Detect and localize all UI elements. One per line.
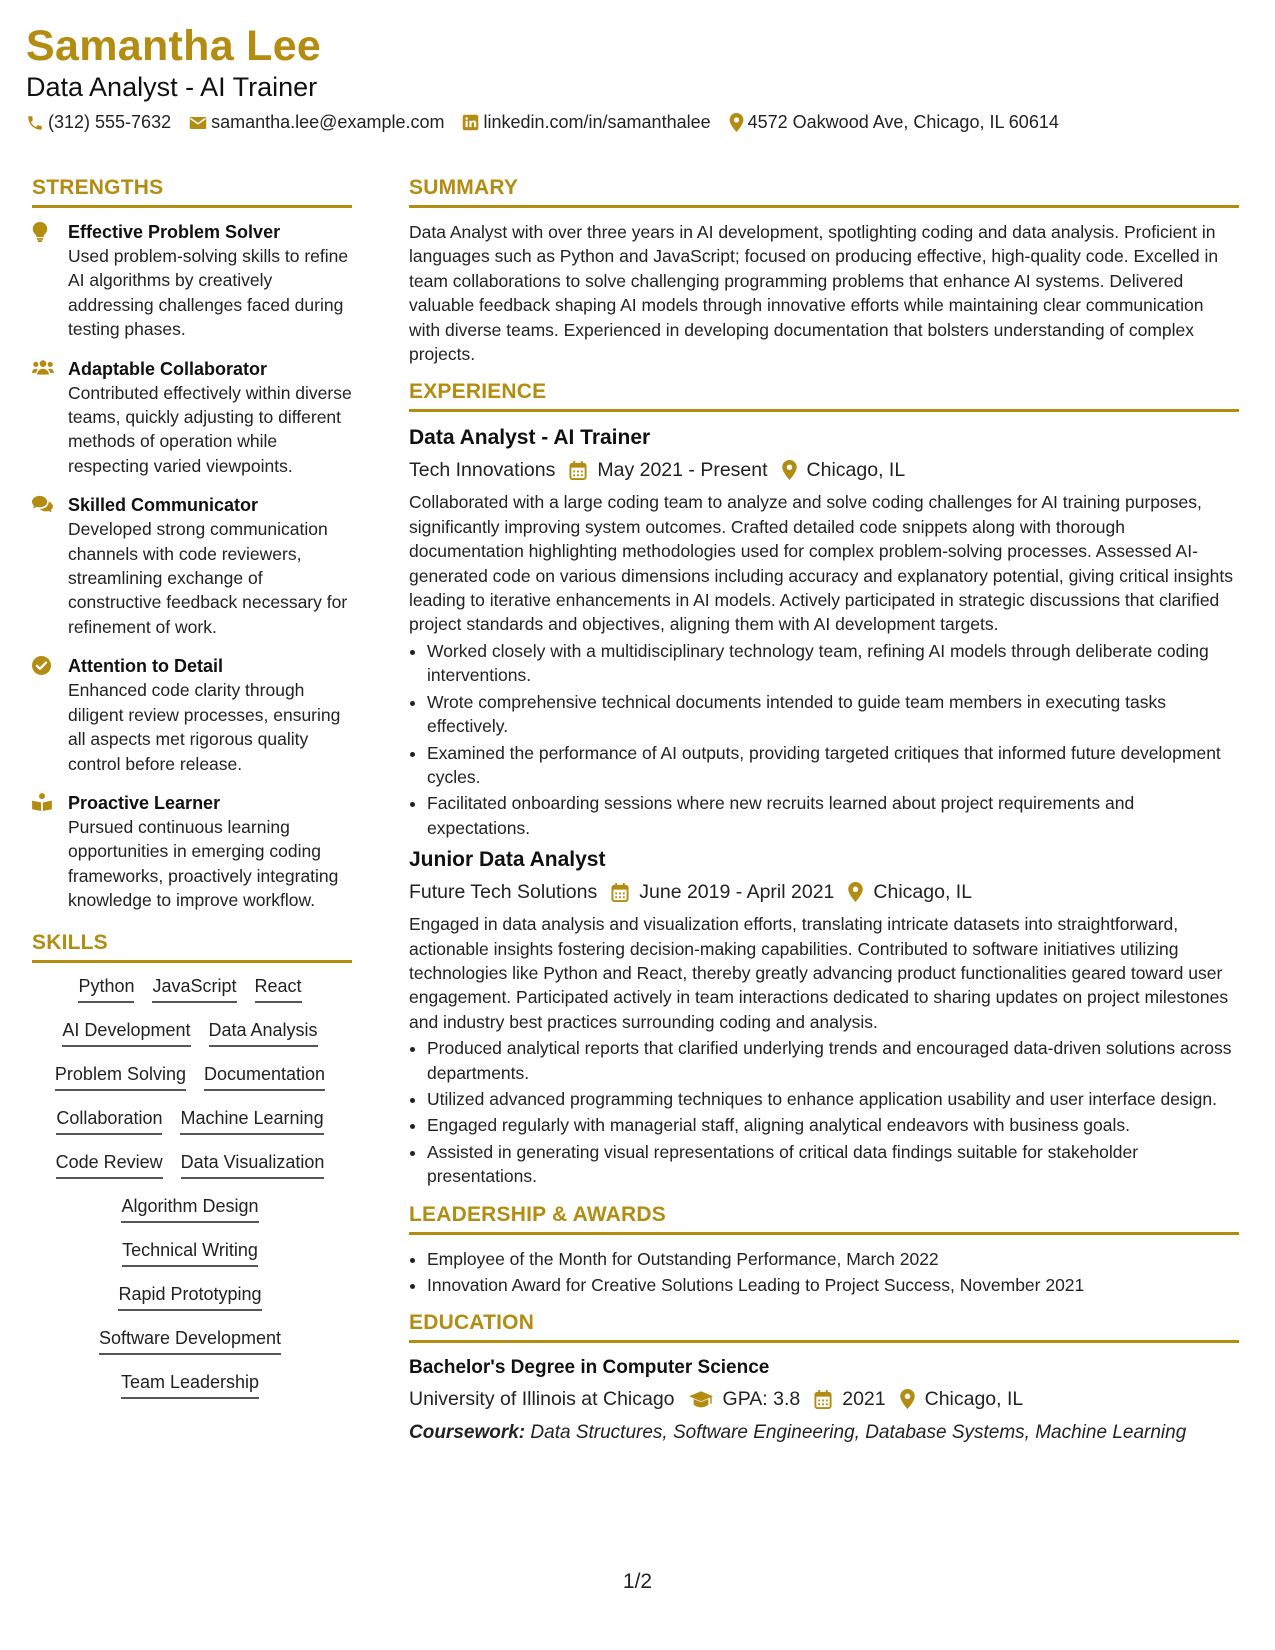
graduation-year — [814, 1385, 885, 1413]
skill-tag: React — [255, 975, 302, 1003]
strength-description: Enhanced code clarity through diligent review processes, ensuring all aspects met rigorous quality control before release. — [68, 680, 341, 774]
job-bullet: • Utilized advanced programming techniques to enhance application usability and user interface design. — [427, 1087, 1239, 1111]
contact-address — [729, 112, 1059, 133]
strength-item — [32, 220, 352, 342]
coursework-list: Data Structures, Software Engineering, Database Systems, Machine Learning — [530, 1422, 1187, 1444]
skill-tag: Technical Writing — [122, 1239, 258, 1267]
calendar-icon — [569, 461, 587, 480]
left-column — [32, 176, 352, 1415]
job-dates-text: May 2021 - Present — [597, 459, 768, 482]
leadership-heading: LEADERSHIP & AWARDS — [409, 1203, 1239, 1235]
skill-tag: Collaboration — [56, 1107, 162, 1135]
job-bullets — [409, 639, 1239, 840]
job-dates — [611, 878, 834, 906]
skills-list — [32, 975, 348, 1399]
skill-tag: Data Analysis — [209, 1019, 318, 1047]
skills-heading: SKILLS — [32, 931, 352, 963]
check-circle-icon — [32, 654, 54, 776]
strength-title: Proactive Learner — [68, 792, 221, 813]
strength-description: Contributed effectively within diverse teams, quickly adjusting to different methods of operation while respecting varied viewpoints. — [68, 382, 352, 476]
skill-row — [32, 1019, 348, 1047]
job-entry — [409, 424, 1239, 840]
candidate-role: Data Analyst - AI Trainer — [26, 72, 318, 102]
gpa-text: GPA: 3.8 — [722, 1388, 801, 1411]
strength-item — [32, 493, 352, 639]
phone-text: (312) 555-7632 — [48, 112, 172, 132]
job-company: Future Tech Solutions — [409, 881, 598, 904]
gpa — [689, 1385, 801, 1413]
strength-item — [32, 357, 352, 479]
contact-linkedin[interactable] — [462, 112, 710, 133]
email-text: samantha.lee@example.com — [211, 112, 445, 132]
education-meta — [409, 1385, 1239, 1413]
award-item: • Employee of the Month for Outstanding Performance, March 2022 — [427, 1247, 1239, 1271]
skill-tag: JavaScript — [152, 975, 236, 1003]
job-bullet: • Produced analytical reports that clarified underlying trends and encouraged data-driven solutions across departments. — [427, 1036, 1239, 1085]
year-text: 2021 — [842, 1388, 886, 1411]
experience-heading: EXPERIENCE — [409, 380, 1239, 412]
strength-item — [32, 654, 352, 776]
skill-row — [32, 975, 348, 1003]
summary-text: Data Analyst with over three years in AI development, spotlighting coding and data analysis. Proficient in languages such as Python and JavaScript; focused on producing effective, high-quality code. Excelled in team collaborations to solve challenging programming problems that enhance AI systems. Delivered valuable feedback shaping AI models through innovative efforts while maintaining clear communication with diverse teams. Experienced in developing documentation that bolsters understanding of complex projects. — [409, 222, 1219, 365]
skill-tag: Software Development — [99, 1327, 281, 1355]
map-pin-icon — [900, 1389, 915, 1409]
contact-bar — [26, 112, 1059, 133]
strength-description: Developed strong communication channels with code reviewers, streamlining exchange of constructive feedback necessary for refinement of work. — [68, 519, 348, 637]
map-pin-icon — [848, 882, 863, 902]
job-company: Tech Innovations — [409, 459, 556, 482]
school-name: University of Illinois at Chicago — [409, 1388, 675, 1411]
education-location — [900, 1385, 1024, 1413]
skill-tag: Rapid Prototyping — [118, 1283, 261, 1311]
education-location-text: Chicago, IL — [924, 1388, 1024, 1411]
job-entry — [409, 846, 1239, 1188]
right-column — [409, 176, 1239, 1447]
skill-row — [32, 1195, 348, 1223]
skill-tag: Documentation — [204, 1063, 325, 1091]
strength-title: Skilled Communicator — [68, 495, 259, 516]
job-dates — [569, 456, 767, 484]
skill-row — [32, 1371, 348, 1399]
skill-row — [32, 1151, 348, 1179]
skill-tag: Algorithm Design — [121, 1195, 258, 1223]
award-item: • Innovation Award for Creative Solutions Leading to Project Success, November 2021 — [427, 1273, 1239, 1297]
job-description: Collaborated with a large coding team to analyze and solve coding challenges for AI training purposes, significantly improving system outcomes. Crafted detailed code snippets along with thorough documentation highlighting methodologies used for complex problem-solving processes. Assessed AI-generated code on various dimensions including accuracy and explanatory potential, giving critical insights leading to iterative enhancements in AI models. Actively participated in strategic discussions that clarified project standards and objectives, aligning them with AI development targets. — [409, 492, 1233, 635]
job-location — [848, 878, 972, 906]
skill-tag: AI Development — [62, 1019, 190, 1047]
job-description: Engaged in data analysis and visualization efforts, translating intricate datasets into straightforward, actionable insights fostering decision-making capabilities. Contributed to software initiatives utilizing technologies like Python and React, thereby greatly advancing product functionalities geared toward user engagement. Participated actively in team interactions dedicated to sharing updates on project milestones and industry best practices surrounding coding and analysis. — [409, 914, 1229, 1032]
job-title: Junior Data Analyst — [409, 848, 606, 872]
job-meta — [409, 878, 1239, 906]
calendar-icon — [814, 1390, 832, 1409]
skill-tag: Code Review — [56, 1151, 163, 1179]
job-bullets — [409, 1036, 1239, 1188]
skill-tag: Machine Learning — [180, 1107, 323, 1135]
strength-description: Used problem-solving skills to refine AI algorithms by creatively addressing challenges faced during testing phases. — [68, 246, 349, 340]
address-text: 4572 Oakwood Ave, Chicago, IL 60614 — [747, 112, 1059, 132]
strength-item — [32, 791, 352, 913]
strength-title: Adaptable Collaborator — [68, 358, 268, 379]
degree-title: Bachelor's Degree in Computer Science — [409, 1357, 770, 1379]
strength-title: Attention to Detail — [68, 656, 223, 677]
linkedin-text: linkedin.com/in/samanthalee — [483, 112, 711, 132]
phone-icon — [26, 114, 44, 132]
job-location-text: Chicago, IL — [806, 459, 906, 482]
summary-heading: SUMMARY — [409, 176, 1239, 208]
envelope-icon — [189, 115, 207, 131]
job-bullet: • Wrote comprehensive technical documents intended to guide team members in executing tasks effectively. — [427, 690, 1239, 739]
skill-row — [32, 1239, 348, 1267]
users-icon — [32, 357, 54, 479]
calendar-icon — [611, 883, 629, 902]
map-pin-icon — [729, 113, 744, 132]
job-bullet: • Facilitated onboarding sessions where new recruits learned about project requirements and expectations. — [427, 791, 1239, 840]
candidate-name: Samantha Lee — [26, 22, 322, 70]
job-bullet: • Worked closely with a multidisciplinary technology team, refining AI models through deliberate coding interventions. — [427, 639, 1239, 688]
skill-tag: Python — [78, 975, 134, 1003]
page-indicator: 1/2 — [622, 1570, 653, 1593]
skill-row — [32, 1107, 348, 1135]
comments-icon — [32, 493, 54, 639]
job-dates-text: June 2019 - April 2021 — [639, 881, 835, 904]
skill-row — [32, 1283, 348, 1311]
strength-description: Pursued continuous learning opportunities in emerging coding frameworks, proactively integrating knowledge to improve workflow. — [68, 816, 339, 911]
coursework-label: Coursework: — [409, 1422, 526, 1444]
job-meta — [409, 456, 1239, 484]
map-pin-icon — [782, 460, 797, 480]
job-bullet: • Engaged regularly with managerial staff, aligning analytical endeavors with business goals. — [427, 1113, 1239, 1137]
strength-title: Effective Problem Solver — [68, 222, 281, 242]
job-location — [782, 456, 906, 484]
graduation-cap-icon — [689, 1391, 713, 1408]
job-bullet: • Examined the performance of AI outputs, providing targeted critiques that informed future development cycles. — [427, 741, 1239, 790]
skill-tag: Data Visualization — [181, 1151, 325, 1179]
skill-row — [32, 1327, 348, 1355]
leadership-list — [409, 1247, 1239, 1298]
contact-phone[interactable] — [26, 112, 171, 133]
linkedin-icon — [462, 114, 479, 131]
education-heading: EDUCATION — [409, 1311, 1239, 1343]
strengths-heading: STRENGTHS — [32, 176, 352, 208]
job-bullet: • Assisted in generating visual representations of critical data findings suitable for stakeholder presentations. — [427, 1140, 1239, 1189]
lightbulb-icon — [32, 220, 54, 342]
skill-row — [32, 1063, 348, 1091]
book-reader-icon — [32, 791, 54, 913]
job-location-text: Chicago, IL — [873, 881, 973, 904]
skill-tag: Problem Solving — [55, 1063, 186, 1091]
coursework — [409, 1419, 1239, 1447]
skill-tag: Team Leadership — [121, 1371, 259, 1399]
job-title: Data Analyst - AI Trainer — [409, 426, 651, 450]
contact-email[interactable] — [189, 112, 444, 133]
